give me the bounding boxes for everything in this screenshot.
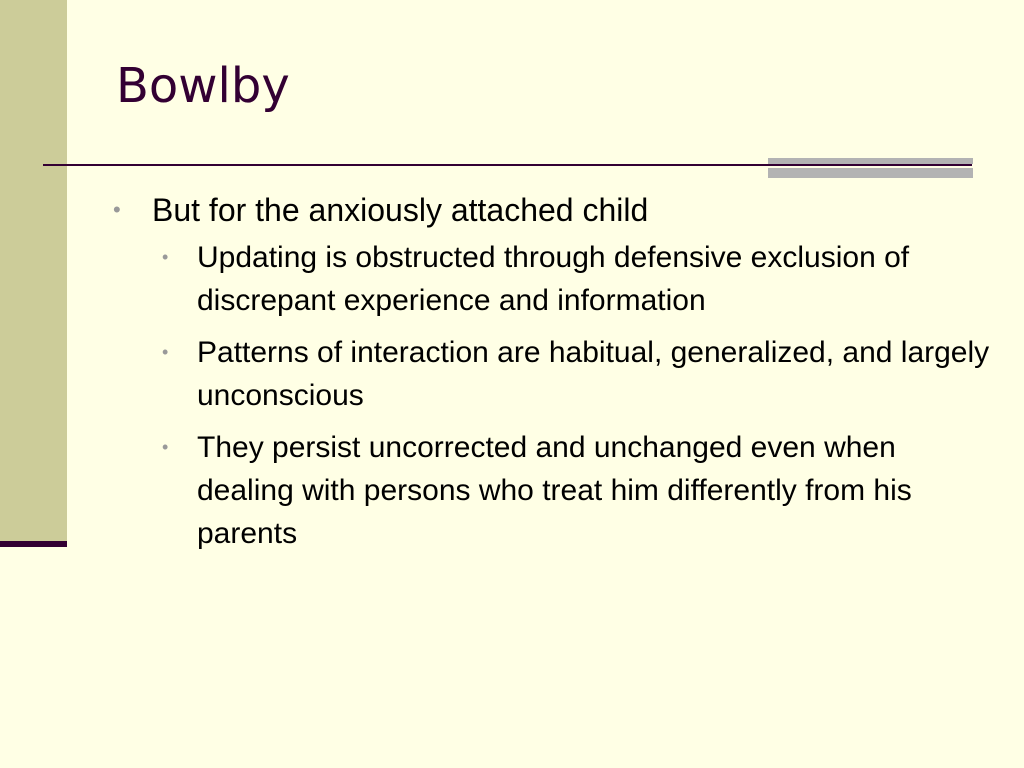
sub-bullet-text: Updating is obstructed through defensive exclusion of discrepant experience and information [197,241,910,317]
bullet-icon: • [162,247,169,267]
accent-stripe [768,158,973,164]
slide-title: Bowlby [116,58,290,114]
side-band [0,0,67,541]
sub-bullet-text: They persist uncorrected and unchanged even when dealing with persons who treat him differently from his parents [197,431,912,550]
side-band-underline [0,541,67,547]
accent-stripe [768,168,973,178]
sub-bullet-text: Patterns of interaction are habitual, generalized, and largely unconscious [197,336,990,412]
sub-bullet-item [162,236,993,322]
bullet-item [113,188,993,232]
sub-bullet-item [162,426,993,555]
slide-body [113,188,993,564]
sub-bullet-item [162,331,993,417]
bullet-icon: • [162,437,169,457]
bullet-icon: • [162,342,169,362]
bullet-icon: • [113,197,121,222]
sub-bullet-list [162,236,993,555]
bullet-text: But for the anxiously attached child [152,192,649,228]
accent-bar [768,158,973,178]
